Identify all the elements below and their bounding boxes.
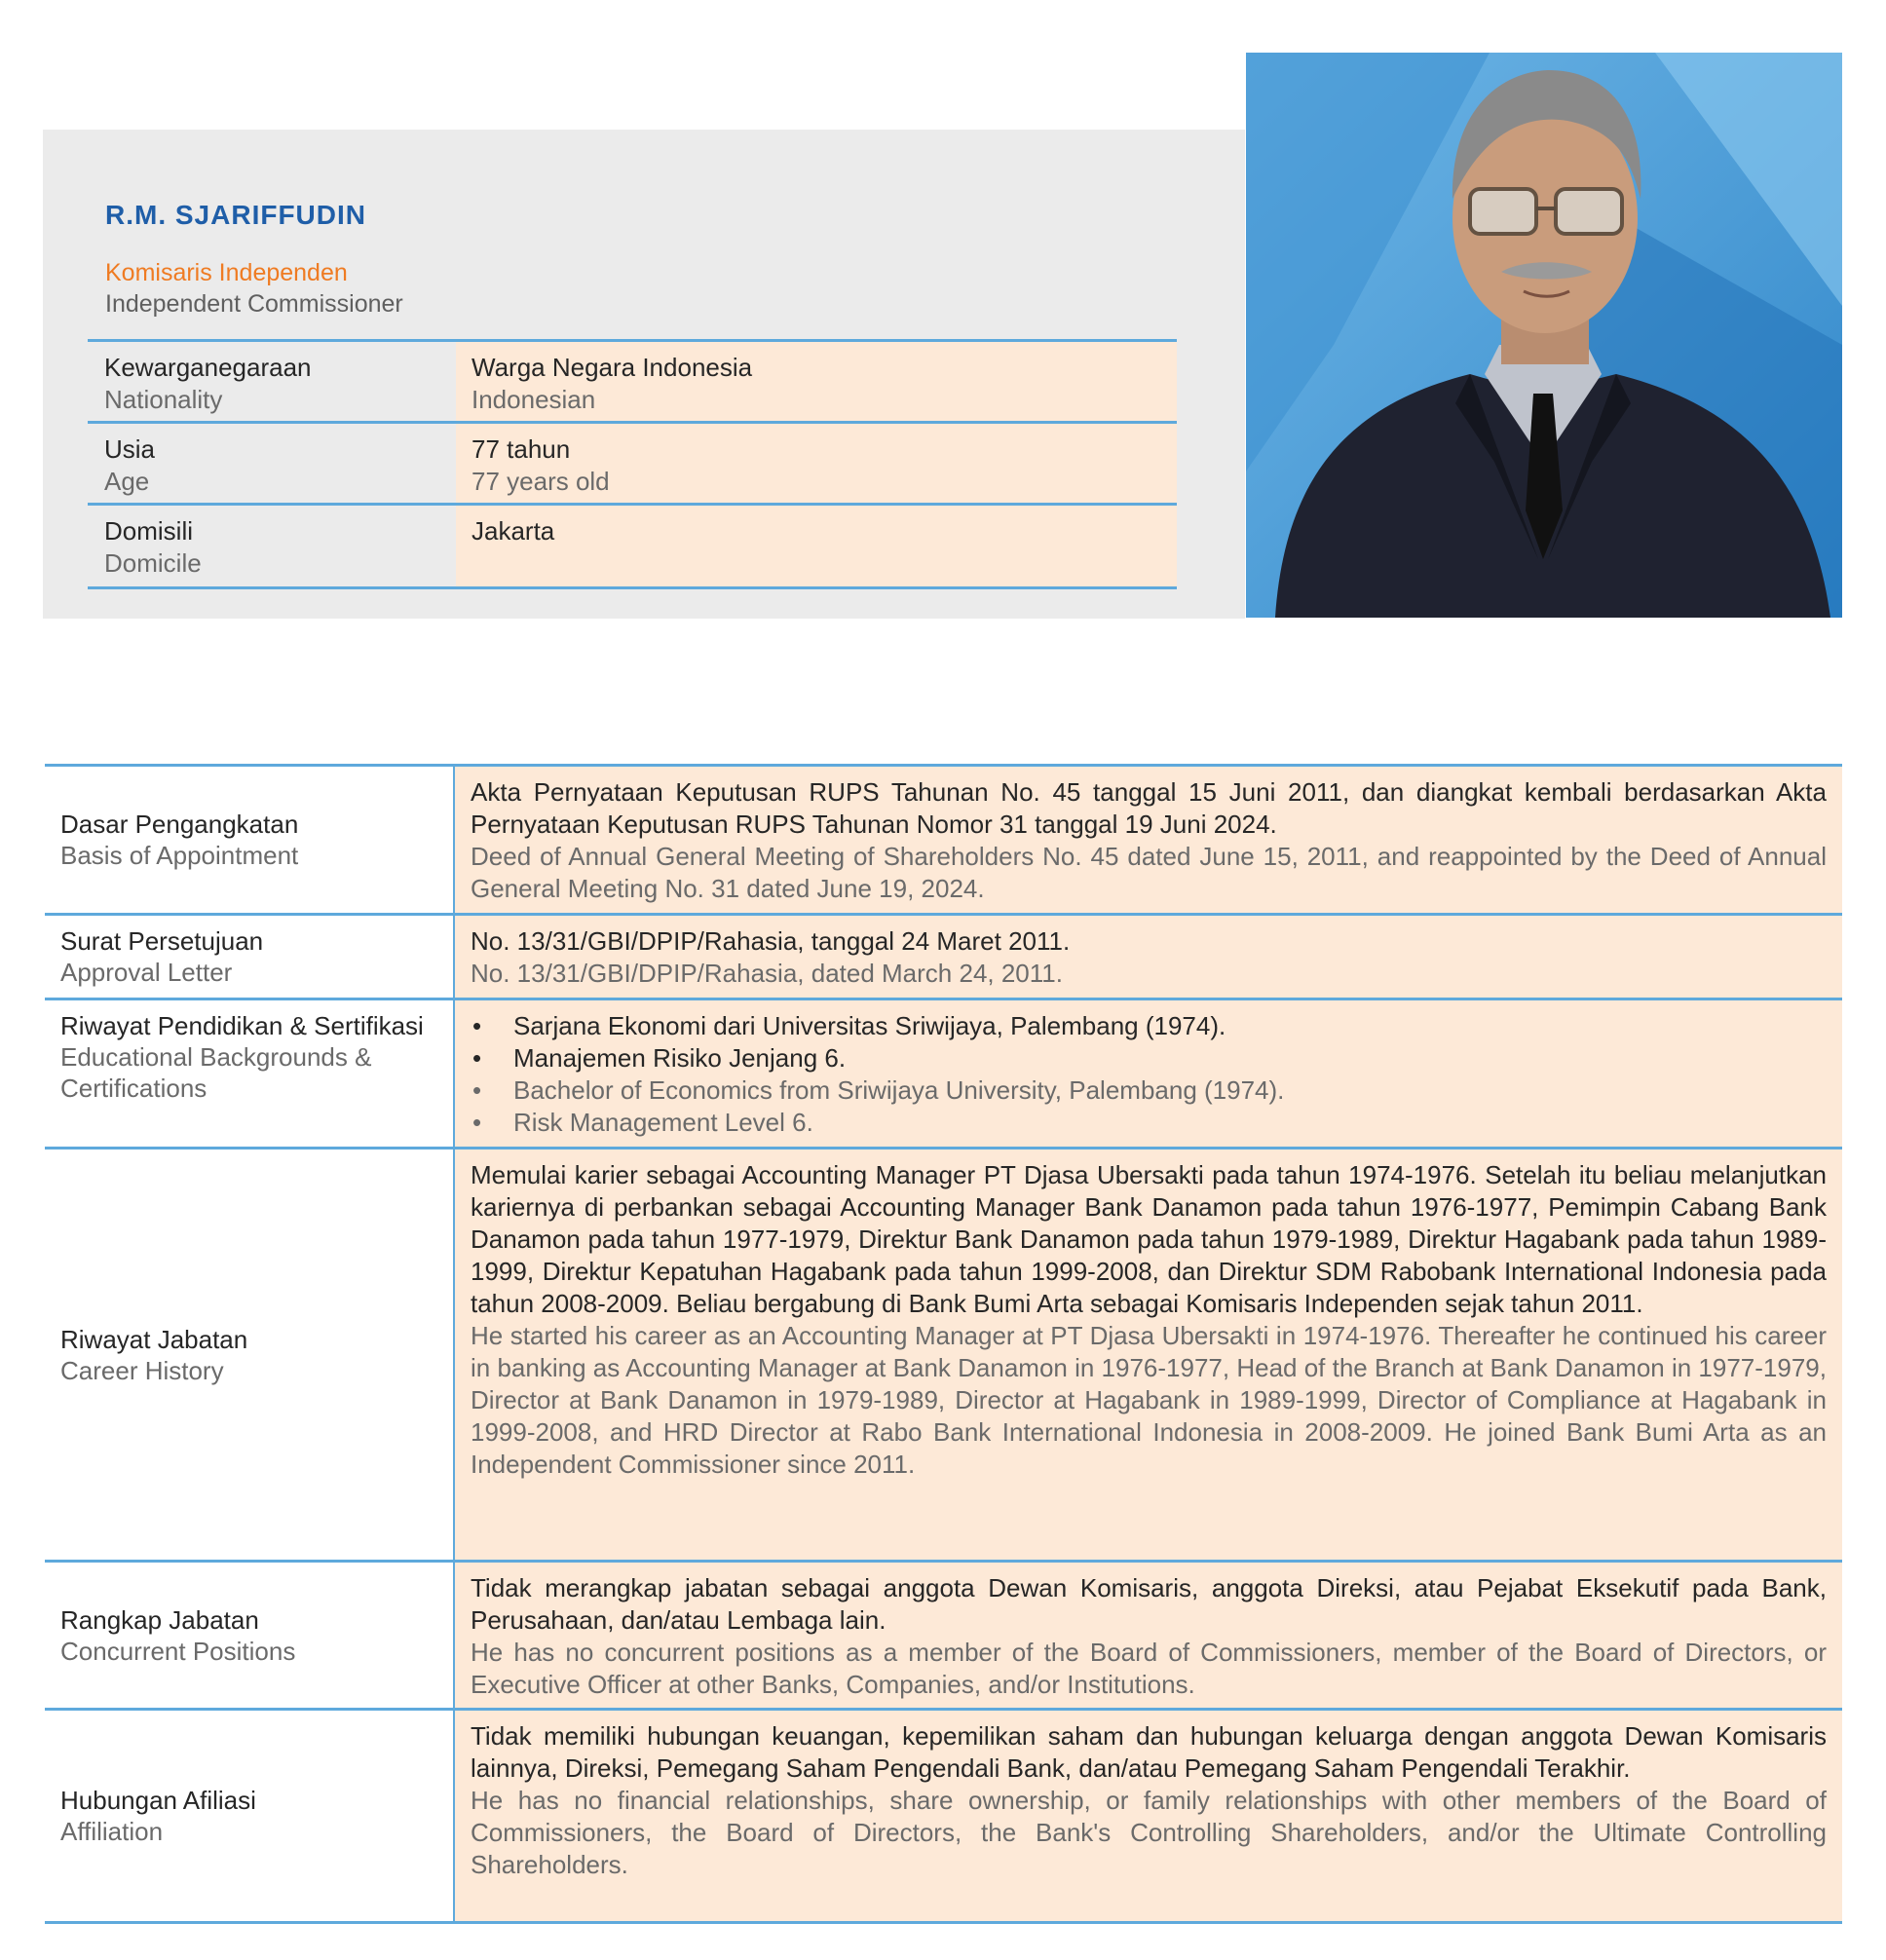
fact-row-age bbox=[88, 424, 1177, 506]
row-affiliation bbox=[45, 1711, 1842, 1924]
details-table bbox=[45, 764, 1842, 1924]
row-label bbox=[45, 916, 455, 998]
profile-card bbox=[43, 130, 1245, 619]
fact-label-en: Domicile bbox=[104, 548, 202, 578]
row-text-en: He started his career as an Accounting Manager at PT Djasa Ubersakti in 1974-1976. Thereafter he continued his career in banking as Accounting Manager at Bank Danamon in 1976-1977, Head of the Branch at Bank Danamon in 1977-1979, Director at Bank Danamon in 1979-1989, Director at Hagabank in 1989-1999, Director of Compliance at Hagabank in 1999-2008, and HRD Director at Rabo Bank International Indonesia in 2008-2009. He joined Bank Bumi Arta as an Independent Commissioner since 2011. bbox=[471, 1321, 1827, 1479]
row-text-id: Akta Pernyataan Keputusan RUPS Tahunan No. 45 tanggal 15 Juni 2011, dan diangkat kembali berdasarkan Akta Pernyataan Keputusan RUPS Tahunan Nomor 31 tanggal 19 Juni 2024. bbox=[471, 777, 1827, 839]
fact-value-id: 77 tahun bbox=[472, 434, 571, 464]
row-value bbox=[455, 916, 1842, 998]
fact-label bbox=[88, 342, 456, 421]
portrait-photo bbox=[1246, 53, 1842, 618]
education-item-en: • Bachelor of Economics from Sriwijaya University, Palembang (1974). bbox=[471, 1074, 1827, 1107]
row-label-en: Career History bbox=[60, 1355, 224, 1385]
row-value bbox=[455, 1150, 1842, 1560]
fact-value-id: Warga Negara Indonesia bbox=[472, 353, 753, 382]
row-label bbox=[45, 1150, 455, 1560]
row-text-en: He has no concurrent positions as a member of the Board of Commissioners, member of the Board of Directors, or Executive Officer at other Banks, Companies, and/or Institutions. bbox=[471, 1638, 1827, 1699]
row-label-en: Affiliation bbox=[60, 1817, 164, 1846]
row-label-id: Surat Persetujuan bbox=[60, 926, 264, 956]
fact-value-en: Indonesian bbox=[472, 385, 596, 414]
row-text-id: Tidak merangkap jabatan sebagai anggota Dewan Komisaris, anggota Direksi, atau Pejabat Eksekutif pada Bank, Perusahaan, dan/atau Lembaga lain. bbox=[471, 1573, 1827, 1635]
fact-label bbox=[88, 424, 456, 503]
row-label-en: Approval Letter bbox=[60, 958, 233, 987]
fact-label-id: Usia bbox=[104, 434, 156, 464]
row-text-id: No. 13/31/GBI/DPIP/Rahasia, tanggal 24 Maret 2011. bbox=[471, 926, 1071, 956]
fact-row-domicile bbox=[88, 506, 1177, 589]
position-title-en: Independent Commissioner bbox=[105, 290, 403, 318]
fact-label bbox=[88, 506, 456, 586]
fact-value-id: Jakarta bbox=[472, 516, 555, 546]
row-label-en: Basis of Appointment bbox=[60, 841, 299, 870]
row-label bbox=[45, 1563, 455, 1708]
row-approval-letter bbox=[45, 916, 1842, 1000]
education-list bbox=[471, 1010, 1827, 1139]
fact-value bbox=[456, 342, 1177, 421]
row-label-id: Hubungan Afiliasi bbox=[60, 1786, 256, 1815]
person-name: R.M. SJARIFFUDIN bbox=[105, 200, 366, 230]
row-label-en: Concurrent Positions bbox=[60, 1636, 296, 1666]
row-label bbox=[45, 1000, 455, 1147]
portrait-illustration bbox=[1246, 53, 1842, 618]
row-text-id: Memulai karier sebagai Accounting Manager PT Djasa Ubersakti pada tahun 1974-1976. Setelah itu beliau melanjutkan kariernya di perbankan sebagai Accounting Manager Bank Danamon pada tahun 1976-1977, Pemimpin Cabang Bank Danamon pada tahun 1977-1979, Direktur Bank Danamon pada tahun 1979-1989, Direktur Hagabank pada tahun 1989-1999, Direktur Kepatuhan Hagabank pada tahun 1999-2008, dan Direktur SDM Rabobank International Indonesia pada tahun 2008-2009. Beliau bergabung di Bank Bumi Arta sebagai Komisaris Independen sejak tahun 2011. bbox=[471, 1160, 1827, 1318]
fact-value-en: 77 years old bbox=[472, 467, 610, 496]
row-career-history bbox=[45, 1150, 1842, 1563]
row-label-id: Rangkap Jabatan bbox=[60, 1604, 259, 1635]
education-item-id: • Manajemen Risiko Jenjang 6. bbox=[471, 1042, 1827, 1074]
row-label-id: Riwayat Jabatan bbox=[60, 1324, 248, 1354]
fact-label-en: Nationality bbox=[104, 385, 223, 414]
row-value bbox=[455, 767, 1842, 913]
education-item-en: • Risk Management Level 6. bbox=[471, 1107, 1827, 1139]
position-title-id: Komisaris Independen bbox=[105, 259, 348, 286]
row-text-en: Deed of Annual General Meeting of Shareholders No. 45 dated June 15, 2011, and reappointed by the Deed of Annual General Meeting No. 31 dated June 19, 2024. bbox=[471, 842, 1827, 903]
row-label-id: Dasar Pengangkatan bbox=[60, 810, 299, 839]
education-item-id: • Sarjana Ekonomi dari Universitas Sriwijaya, Palembang (1974). bbox=[471, 1010, 1827, 1042]
row-label-en: Educational Backgrounds & Certifications bbox=[60, 1042, 372, 1103]
row-concurrent-positions bbox=[45, 1563, 1842, 1711]
row-label-id: Riwayat Pendidikan & Sertifikasi bbox=[60, 1011, 424, 1040]
row-value bbox=[455, 1563, 1842, 1708]
row-education bbox=[45, 1000, 1842, 1150]
row-text-id: Tidak memiliki hubungan keuangan, kepemilikan saham dan hubungan keluarga dengan anggota Dewan Komisaris lainnya, Direksi, Pemegang Saham Pengendali Bank, dan/atau Pemegang Saham Pengendali Terakhir. bbox=[471, 1721, 1827, 1783]
row-value bbox=[455, 1711, 1842, 1921]
row-text-en: He has no financial relationships, share ownership, or family relationships with other members of the Board of Commissioners, the Board of Directors, the Bank's Controlling Shareholders, and/or the Ultimate Controlling Shareholders. bbox=[471, 1786, 1827, 1879]
fact-label-id: Kewarganegaraan bbox=[104, 353, 312, 382]
fact-row-nationality bbox=[88, 342, 1177, 424]
fact-value bbox=[456, 506, 1177, 586]
profile-facts-table bbox=[88, 339, 1177, 589]
fact-label-id: Domisili bbox=[104, 516, 193, 546]
row-label bbox=[45, 767, 455, 913]
fact-label-en: Age bbox=[104, 467, 150, 496]
row-text-en: No. 13/31/GBI/DPIP/Rahasia, dated March 24, 2011. bbox=[471, 959, 1063, 988]
row-label bbox=[45, 1711, 455, 1921]
fact-value bbox=[456, 424, 1177, 503]
row-value bbox=[455, 1000, 1842, 1147]
row-basis-of-appointment bbox=[45, 767, 1842, 916]
